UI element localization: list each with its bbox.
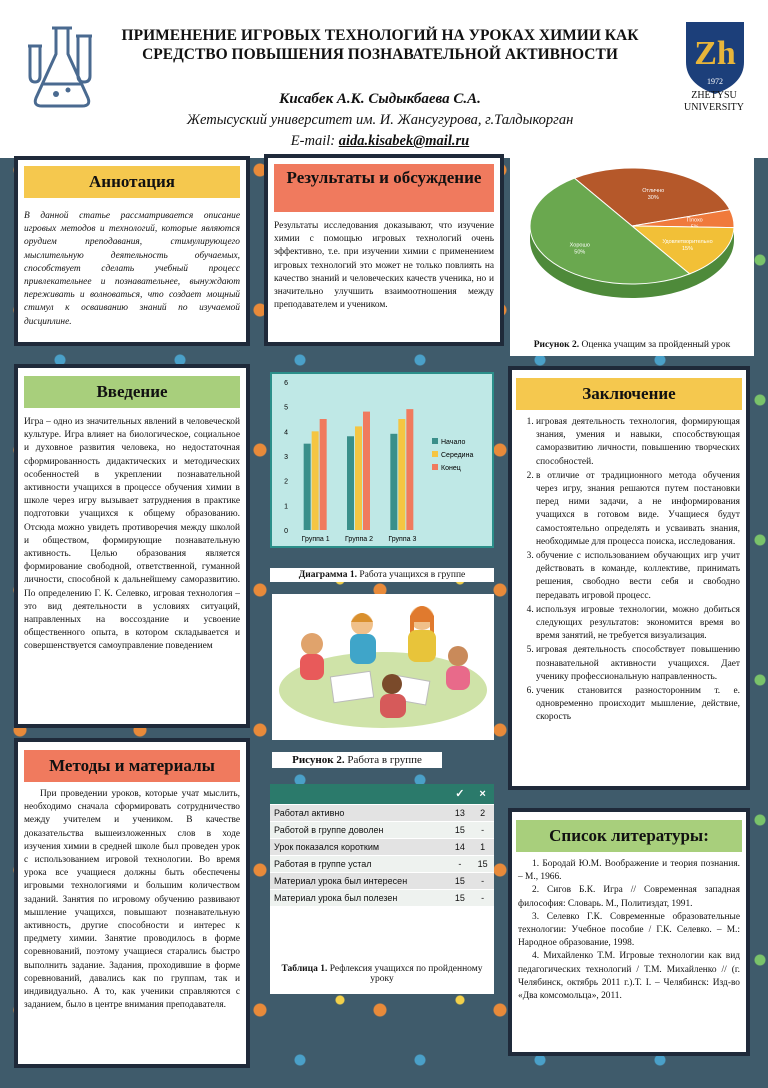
table-cell-label: Работал активно	[270, 804, 448, 821]
table-header-yes: ✓	[448, 784, 471, 804]
conclusion-item: 3. обучение с использованием обучающих игр учит действовать в команде, коллективе, принимать решения, свободно вести себя и свободно передавать игровой процесс.	[536, 550, 740, 603]
photo-caption: Рисунок 2. Работа в группе	[272, 752, 442, 768]
conclusion-item: 4. используя игровые технологии, можно добиться следующих результатов: экономится время во время занятий, не требуется визуализация.	[536, 604, 740, 644]
table-caption: Таблица 1. Рефлексия учащихся по пройденному уроку	[281, 964, 483, 984]
bar-Середина-Группа 1	[312, 431, 319, 530]
table-row	[270, 838, 494, 855]
annotation-heading: Аннотация	[24, 166, 240, 198]
table-cell-label: Работой в группе доволен	[270, 821, 448, 838]
bar-Конец-Группа 3	[406, 409, 413, 530]
y-tick-label: 2	[284, 478, 288, 486]
flask-logo-icon	[22, 22, 102, 112]
y-tick-label: 6	[284, 380, 288, 387]
references-panel	[508, 808, 750, 1056]
logo-year: 1972	[707, 77, 723, 86]
x-tick-label: Группа 2	[344, 536, 374, 543]
legend-label: Середина	[441, 452, 474, 459]
pie-chart-panel	[510, 156, 754, 356]
results-panel	[264, 154, 504, 346]
table-cell-label: Материал урока был интересен	[270, 872, 448, 889]
poster-title: ПРИМЕНЕНИЕ ИГРОВЫХ ТЕХНОЛОГИЙ НА УРОКАХ ХИМИИ КАК СРЕДСТВО ПОВЫШЕНИЯ ПОЗНАВАТЕЛЬНОЙ АКТИВНОСТИ	[121, 27, 639, 63]
pie-chart	[510, 156, 754, 334]
diagram-caption: Диаграмма 1. Работа учащихся в группе	[270, 568, 494, 582]
table-cell-no: 15	[471, 855, 494, 872]
conclusion-heading: Заключение	[516, 378, 742, 410]
authors: Кисабек А.К. Сыдыкбаева С.А.	[279, 91, 481, 107]
pie-pct-3: 50%	[574, 249, 586, 256]
legend-label: Конец	[441, 465, 461, 472]
annotation-text: В данной статье рассматривается описание игровых методов и технологий, которые являются орудием преподавания, стимулирующего мыслительную деятельность обучаемых, способствует сделать учебный процесс привлекательнее и познавательнее, вынуждают переживать и волноваться, что создает мощный стимул к осваиванию знаний по изучаемой дисциплине.	[24, 211, 240, 327]
table-cell-no: -	[471, 889, 494, 906]
children-illustration	[272, 594, 494, 740]
legend-swatch	[432, 464, 438, 470]
table-cell-yes: 15	[448, 872, 471, 889]
intro-text: Игра – одно из значительных явлений в человеческой культуре. Игра влияет на биологическое, социальное и духовное развития человека, но недостаточная сформированность дидактических и методических особенностей в укреплении познавательной активности учащихся в процессе обучения химии в школе через игру вызывает затруднения в практике подготовки учащихся к общему образованию. Отсюда можно увидеть противоречия между школой и обществом, формирующие познавательную активность. Целью образования является формирование свободной, ответственной, гуманной личности, способной к дальнейшему саморазвитию. По определению Г. К. Селевко, игровая технология – это вид деятельности в условиях ситуаций, направленных на воссоздание и усвоение общественного опыта, в котором складывается и совершенствуется самоуправление поведением	[24, 417, 240, 652]
conclusion-item: 1. игровая деятельность технология, формирующая знания, умения и навыки, способствующая саморазвитию личности, повышению творческих способностей.	[536, 416, 740, 469]
table-row	[270, 804, 494, 821]
y-tick-label: 5	[284, 404, 288, 412]
legend-swatch	[432, 438, 438, 444]
table-cell-yes: 15	[448, 821, 471, 838]
table-cell-label: Работая в группе устал	[270, 855, 448, 872]
reference-item: 2. Сигов Б.К. Игра // Современная западная философия: Словарь. М., Политиздат, 1991.	[518, 885, 740, 909]
table-cell-no: -	[471, 821, 494, 838]
table-row	[270, 855, 494, 872]
university-name	[664, 90, 764, 114]
pie-pct-0: 30%	[647, 195, 659, 202]
table-row	[270, 889, 494, 906]
methods-text: При проведении уроков, которые учат мыслить, необходимо сначала сформировать сотрудничество между учителем и учеником. В качестве доказательства вышеизложенных слов в ходе изучения химии в средней школе был проведен урок с использованием игровой технологии. Во время урока все учащиеся должны быть обеспечены игровыми технологиями и большим количеством заданий. Занятия по игровому обучению развивают мышление учащихся, повышают познавательную активность, другие способности и интерес к предмету химии. Занятие проводилось в форме соревнований, поэтому учащиеся старались быстро выполнить задание. Задания, проходившие в форме соревнований, давались как по группам, так и индивидуально. А то, как ученики справляются с заданием, было в центре внимания преподавателя.	[24, 789, 240, 1011]
group-work-photo	[272, 594, 494, 740]
y-tick-label: 3	[284, 454, 288, 461]
reference-item: 3. Селевко Г.К. Современные образовательные технологии: Учебное пособие / Г.К. Селевко. – М.: Народное образование, 1998.	[518, 911, 740, 949]
pie-caption: Рисунок 2. Оценка учащим за пройденный урок	[533, 340, 731, 350]
table-cell-yes: 15	[448, 889, 471, 906]
conclusion-item: 5. игровая деятельность способствует повышению познавательной активности учащихся. Дает ученику профессиональную направленность.	[536, 644, 740, 684]
email-link[interactable]: aida.kisabek@mail.ru	[338, 133, 470, 149]
bar-chart	[272, 374, 492, 546]
reflection-table	[270, 784, 494, 907]
conclusion-panel	[508, 366, 750, 790]
results-heading: Результаты и обсуждение	[274, 164, 494, 212]
y-tick-label: 1	[284, 503, 288, 511]
bar-Конец-Группа 2	[363, 412, 370, 530]
bar-Конец-Группа 1	[320, 419, 327, 530]
bar-Начало-Группа 3	[390, 434, 397, 530]
x-tick-label: Группа 1	[301, 536, 330, 543]
table-cell-label: Материал урока был полезен	[270, 889, 448, 906]
affiliation: Жетысуский университет им. И. Жансугурова, г.Талдыкорган	[186, 112, 574, 128]
table-row	[270, 872, 494, 889]
table-cell-no: 1	[471, 838, 494, 855]
legend-swatch	[432, 451, 438, 457]
y-tick-label: 0	[284, 528, 288, 535]
conclusion-item: 6. ученик становится разносторонним т. е. одновременно происходит мышление, действие, скорость	[536, 685, 740, 725]
email-label: E-mail:	[290, 133, 339, 149]
pie-pct-2: 15%	[682, 246, 694, 253]
university-logo-icon	[680, 18, 750, 96]
intro-panel	[14, 364, 250, 728]
pie-label-2: Удовлетворительно	[662, 239, 713, 246]
legend-label: Начало	[441, 439, 466, 446]
results-text: Результаты исследования доказывают, что изучение химии с помощью игровых технологий очень эффективно, т.е. при изучении химии с применением игровых технологий это может не только повлиять на качество знаний и человеческих качеств ученика, но и значительно улучшить взаимоотношения между преподавателем и учеником.	[274, 221, 494, 311]
x-tick-label: Группа 3	[388, 536, 417, 543]
reference-item: 1. Бородай Ю.М. Воображение и теория познания. – М., 1966.	[518, 859, 740, 883]
reflection-table-panel	[270, 784, 494, 994]
y-tick-label: 4	[284, 429, 288, 437]
bar-Середина-Группа 2	[355, 426, 362, 530]
university-name-line1: ZHETYSU	[691, 90, 737, 101]
methods-heading: Методы и материалы	[24, 750, 240, 782]
methods-panel	[14, 738, 250, 1068]
table-header-no: ×	[471, 784, 494, 804]
bar-Начало-Группа 2	[347, 436, 354, 530]
table-cell-yes: 14	[448, 838, 471, 855]
pie-label-1: Плохо	[686, 217, 703, 224]
table-cell-no: 2	[471, 804, 494, 821]
bar-Начало-Группа 1	[304, 444, 311, 530]
annotation-panel	[14, 156, 250, 346]
university-name-line2: UNIVERSITY	[684, 102, 744, 113]
table-cell-yes: -	[448, 855, 471, 872]
intro-heading: Введение	[24, 376, 240, 408]
reference-item: 4. Михайленко Т.М. Игровые технологии как вид педагогических технологий / Т.М. Михайленко // (г. Челябинск, октябрь 2011 г.).Т. I. – Челябинск: Изд-во «Два комсомольца», 2011.	[518, 951, 740, 1002]
pie-label-3: Хорошо	[569, 242, 590, 249]
references-list	[518, 858, 740, 1003]
svg-text:Zh: Zh	[694, 35, 736, 72]
table-row	[270, 821, 494, 838]
table-header-label	[270, 784, 448, 804]
email-line	[110, 133, 650, 150]
conclusion-list	[536, 416, 740, 726]
poster-header	[0, 0, 768, 158]
table-cell-label: Урок показался коротким	[270, 838, 448, 855]
table-cell-no: -	[471, 872, 494, 889]
table-cell-yes: 13	[448, 804, 471, 821]
bar-Середина-Группа 3	[398, 419, 405, 530]
conclusion-item: 2. в отличие от традиционного метода обучения через игру, знания решаются путем постановки перед ними задачи, а не информирования учащихся в готовом виде. Учащиеся будут самостоятельно определять и усваивать знания, необходимые для процесса поиска, исследования.	[536, 470, 740, 549]
bar-chart-panel	[270, 372, 494, 548]
references-heading: Список литературы:	[516, 820, 742, 852]
pie-label-0: Отлично	[642, 188, 665, 195]
